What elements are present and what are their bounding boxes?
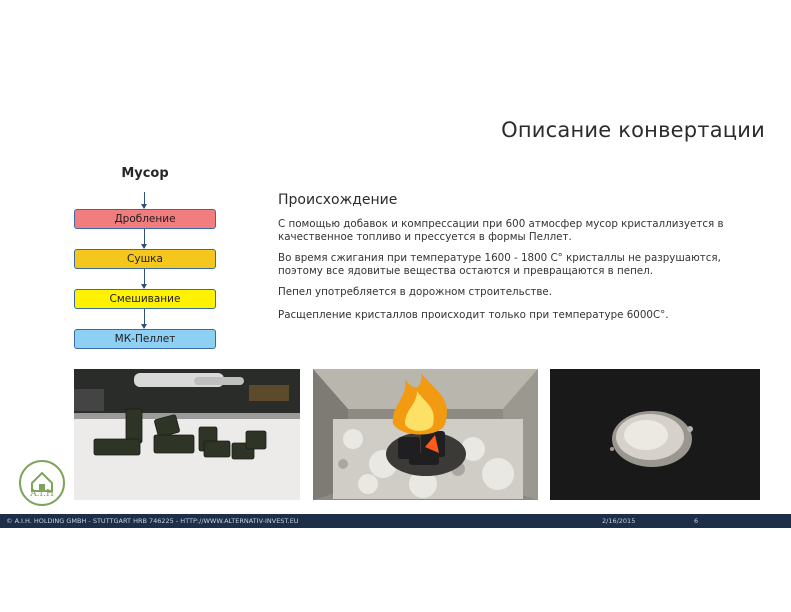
flow-step-drying: Сушка [74,249,216,269]
description-paragraph: Во время сжигания при температуре 1600 - 1800 С° кристаллы не разрушаются, поэтому все ядовитые вещества остаются и превращаются в пепел. [278,252,721,277]
flow-arrow [144,192,145,208]
description-block [278,192,758,330]
ash-pile-photo [550,369,760,500]
footer-copyright: © A.I.H. HOLDING GMBH - STUTTGART HRB 746225 - HTTP://WWW.ALTERNATIV-INVEST.EU [6,517,299,525]
description-heading: Происхождение [278,192,398,208]
description-paragraph: Пепел употребляется в дорожном строительстве. [278,286,553,298]
company-logo [18,459,66,507]
footer-bar [0,514,791,528]
flow-arrow [144,309,145,328]
burning-pellets-photo [313,369,538,500]
footer-page-number: 6 [694,517,699,525]
description-paragraph: С помощью добавок и компрессации при 600 атмосфер мусор кристаллизуется в качественное топливо и прессуется в формы Пеллет. [278,218,724,243]
flow-step-mixing: Смешивание [74,289,216,309]
logo-text: A.I.H [30,489,54,499]
flow-heading: Мусор [121,166,169,181]
slide-title: Описание конвертации [501,118,765,142]
process-flow-diagram [74,166,216,352]
flow-step-mk-pellet: МК-Пеллет [74,329,216,349]
flow-arrow [144,229,145,248]
flow-step-crushing: Дробление [74,209,216,229]
flow-arrow [144,269,145,288]
pellets-photo [74,369,300,500]
description-paragraph: Расщепление кристаллов происходит только при температуре 6000С°. [278,309,669,321]
footer-date: 2/16/2015 [602,517,636,525]
